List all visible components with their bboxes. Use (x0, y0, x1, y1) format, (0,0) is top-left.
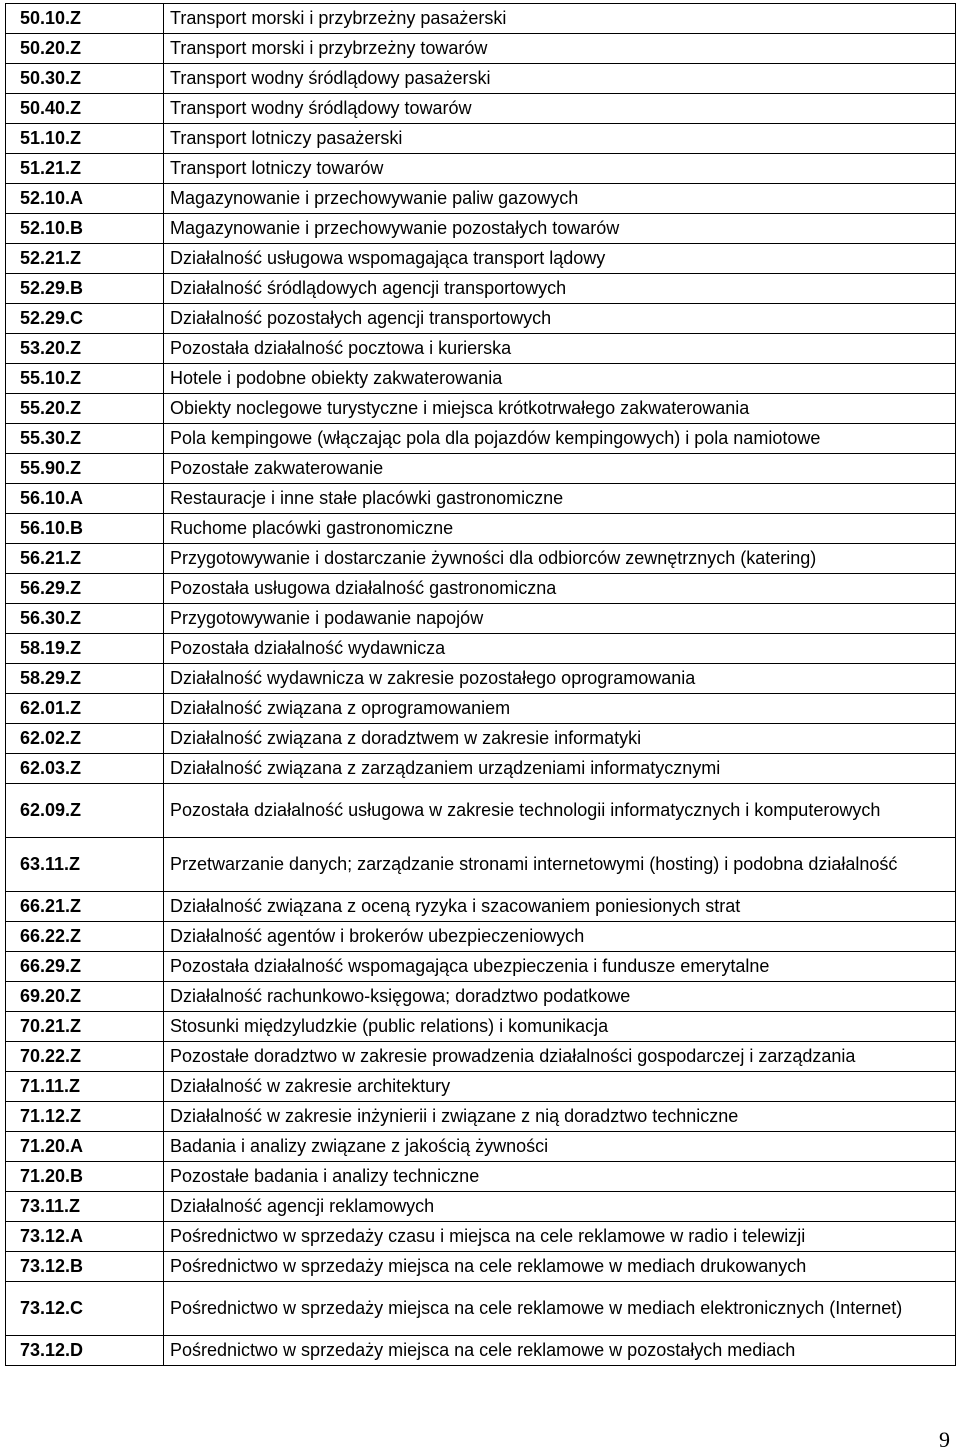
table-row (6, 394, 956, 424)
pkd-description-cell: Działalność usługowa wspomagająca transport lądowy (164, 244, 956, 274)
pkd-code-cell: 63.11.Z (6, 838, 164, 892)
pkd-description-cell: Przetwarzanie danych; zarządzanie stronami internetowymi (hosting) i podobna działalność (164, 838, 956, 892)
pkd-description-cell: Stosunki międzyludzkie (public relations) i komunikacja (164, 1012, 956, 1042)
table-row (6, 1102, 956, 1132)
pkd-description-cell: Działalność związana z oceną ryzyka i szacowaniem poniesionych strat (164, 892, 956, 922)
table-row (6, 892, 956, 922)
pkd-description-cell: Magazynowanie i przechowywanie pozostałych towarów (164, 214, 956, 244)
pkd-code-cell: 56.30.Z (6, 604, 164, 634)
pkd-code-cell: 52.29.B (6, 274, 164, 304)
pkd-description-cell: Pozostała działalność pocztowa i kurierska (164, 334, 956, 364)
table-row (6, 838, 956, 892)
pkd-description-cell: Pośrednictwo w sprzedaży miejsca na cele reklamowe w pozostałych mediach (164, 1336, 956, 1366)
pkd-description-cell: Transport lotniczy towarów (164, 154, 956, 184)
table-row (6, 244, 956, 274)
pkd-description-cell: Pośrednictwo w sprzedaży miejsca na cele reklamowe w mediach drukowanych (164, 1252, 956, 1282)
pkd-code-cell: 55.90.Z (6, 454, 164, 484)
pkd-description-cell: Transport wodny śródlądowy pasażerski (164, 64, 956, 94)
table-row (6, 1282, 956, 1336)
table-row (6, 334, 956, 364)
pkd-code-cell: 51.21.Z (6, 154, 164, 184)
pkd-description-cell: Ruchome placówki gastronomiczne (164, 514, 956, 544)
pkd-description-cell: Transport wodny śródlądowy towarów (164, 94, 956, 124)
pkd-code-cell: 52.10.B (6, 214, 164, 244)
table-row (6, 484, 956, 514)
pkd-code-cell: 62.01.Z (6, 694, 164, 724)
pkd-table-body (6, 4, 956, 1366)
pkd-code-cell: 62.03.Z (6, 754, 164, 784)
pkd-code-cell: 50.40.Z (6, 94, 164, 124)
pkd-code-cell: 58.19.Z (6, 634, 164, 664)
pkd-description-cell: Przygotowywanie i podawanie napojów (164, 604, 956, 634)
pkd-description-cell: Transport lotniczy pasażerski (164, 124, 956, 154)
pkd-description-cell: Pozostałe badania i analizy techniczne (164, 1162, 956, 1192)
table-row (6, 274, 956, 304)
pkd-code-cell: 56.29.Z (6, 574, 164, 604)
pkd-description-cell: Działalność pozostałych agencji transportowych (164, 304, 956, 334)
table-row (6, 694, 956, 724)
table-row (6, 214, 956, 244)
table-row (6, 1252, 956, 1282)
table-row (6, 1192, 956, 1222)
table-row (6, 64, 956, 94)
pkd-description-cell: Działalność śródlądowych agencji transportowych (164, 274, 956, 304)
pkd-code-cell: 56.10.A (6, 484, 164, 514)
pkd-description-cell: Hotele i podobne obiekty zakwaterowania (164, 364, 956, 394)
pkd-code-cell: 71.12.Z (6, 1102, 164, 1132)
pkd-description-cell: Pola kempingowe (włączając pola dla pojazdów kempingowych) i pola namiotowe (164, 424, 956, 454)
table-row (6, 454, 956, 484)
pkd-code-cell: 53.20.Z (6, 334, 164, 364)
pkd-code-cell: 70.22.Z (6, 1042, 164, 1072)
table-row (6, 1012, 956, 1042)
pkd-code-cell: 52.10.A (6, 184, 164, 214)
pkd-code-cell: 50.30.Z (6, 64, 164, 94)
table-row (6, 544, 956, 574)
pkd-description-cell: Transport morski i przybrzeżny towarów (164, 34, 956, 64)
pkd-code-cell: 50.10.Z (6, 4, 164, 34)
pkd-description-cell: Działalność agentów i brokerów ubezpieczeniowych (164, 922, 956, 952)
pkd-code-cell: 52.29.C (6, 304, 164, 334)
pkd-code-cell: 55.10.Z (6, 364, 164, 394)
table-row (6, 1222, 956, 1252)
pkd-code-cell: 66.29.Z (6, 952, 164, 982)
pkd-code-cell: 73.12.A (6, 1222, 164, 1252)
pkd-description-cell: Pozostała usługowa działalność gastronomiczna (164, 574, 956, 604)
pkd-description-cell: Działalność wydawnicza w zakresie pozostałego oprogramowania (164, 664, 956, 694)
pkd-description-cell: Pozostała działalność usługowa w zakresie technologii informatycznych i komputerowych (164, 784, 956, 838)
pkd-code-cell: 58.29.Z (6, 664, 164, 694)
pkd-code-cell: 71.11.Z (6, 1072, 164, 1102)
pkd-description-cell: Działalność związana z oprogramowaniem (164, 694, 956, 724)
table-row (6, 784, 956, 838)
pkd-description-cell: Restauracje i inne stałe placówki gastronomiczne (164, 484, 956, 514)
table-row (6, 1072, 956, 1102)
table-row (6, 634, 956, 664)
pkd-code-cell: 56.21.Z (6, 544, 164, 574)
pkd-code-cell: 71.20.B (6, 1162, 164, 1192)
table-row (6, 424, 956, 454)
pkd-code-cell: 51.10.Z (6, 124, 164, 154)
pkd-description-cell: Badania i analizy związane z jakością żywności (164, 1132, 956, 1162)
table-row (6, 604, 956, 634)
pkd-description-cell: Działalność agencji reklamowych (164, 1192, 956, 1222)
table-row (6, 664, 956, 694)
pkd-description-cell: Transport morski i przybrzeżny pasażerski (164, 4, 956, 34)
table-row (6, 514, 956, 544)
pkd-description-cell: Pozostała działalność wspomagająca ubezpieczenia i fundusze emerytalne (164, 952, 956, 982)
pkd-description-cell: Działalność związana z doradztwem w zakresie informatyki (164, 724, 956, 754)
table-row (6, 34, 956, 64)
table-row (6, 982, 956, 1012)
pkd-code-cell: 62.02.Z (6, 724, 164, 754)
pkd-code-cell: 73.12.C (6, 1282, 164, 1336)
pkd-description-cell: Działalność rachunkowo-księgowa; doradztwo podatkowe (164, 982, 956, 1012)
table-row (6, 1042, 956, 1072)
pkd-description-cell: Działalność w zakresie inżynierii i związane z nią doradztwo techniczne (164, 1102, 956, 1132)
pkd-code-cell: 56.10.B (6, 514, 164, 544)
pkd-code-cell: 55.30.Z (6, 424, 164, 454)
pkd-code-cell: 62.09.Z (6, 784, 164, 838)
pkd-description-cell: Pośrednictwo w sprzedaży miejsca na cele reklamowe w mediach elektronicznych (Internet) (164, 1282, 956, 1336)
table-row (6, 922, 956, 952)
table-row (6, 364, 956, 394)
pkd-description-cell: Magazynowanie i przechowywanie paliw gazowych (164, 184, 956, 214)
pkd-code-cell: 73.11.Z (6, 1192, 164, 1222)
pkd-description-cell: Pośrednictwo w sprzedaży czasu i miejsca na cele reklamowe w radio i telewizji (164, 1222, 956, 1252)
table-row (6, 724, 956, 754)
pkd-code-cell: 71.20.A (6, 1132, 164, 1162)
pkd-description-cell: Obiekty noclegowe turystyczne i miejsca krótkotrwałego zakwaterowania (164, 394, 956, 424)
pkd-code-table (5, 3, 956, 1366)
pkd-code-cell: 66.22.Z (6, 922, 164, 952)
table-row (6, 574, 956, 604)
pkd-code-cell: 66.21.Z (6, 892, 164, 922)
page-number: 9 (939, 1427, 950, 1452)
pkd-description-cell: Działalność w zakresie architektury (164, 1072, 956, 1102)
table-row (6, 184, 956, 214)
pkd-code-cell: 73.12.B (6, 1252, 164, 1282)
table-row (6, 1336, 956, 1366)
pkd-description-cell: Działalność związana z zarządzaniem urządzeniami informatycznymi (164, 754, 956, 784)
pkd-code-cell: 50.20.Z (6, 34, 164, 64)
pkd-code-cell: 69.20.Z (6, 982, 164, 1012)
pkd-description-cell: Pozostałe doradztwo w zakresie prowadzenia działalności gospodarczej i zarządzania (164, 1042, 956, 1072)
table-row (6, 304, 956, 334)
pkd-code-cell: 73.12.D (6, 1336, 164, 1366)
pkd-code-cell: 52.21.Z (6, 244, 164, 274)
table-row (6, 1132, 956, 1162)
table-row (6, 154, 956, 184)
table-row (6, 94, 956, 124)
pkd-code-cell: 55.20.Z (6, 394, 164, 424)
pkd-description-cell: Pozostała działalność wydawnicza (164, 634, 956, 664)
pkd-description-cell: Przygotowywanie i dostarczanie żywności dla odbiorców zewnętrznych (katering) (164, 544, 956, 574)
table-row (6, 1162, 956, 1192)
table-row (6, 952, 956, 982)
table-row (6, 754, 956, 784)
table-row (6, 124, 956, 154)
pkd-description-cell: Pozostałe zakwaterowanie (164, 454, 956, 484)
table-row (6, 4, 956, 34)
pkd-code-cell: 70.21.Z (6, 1012, 164, 1042)
